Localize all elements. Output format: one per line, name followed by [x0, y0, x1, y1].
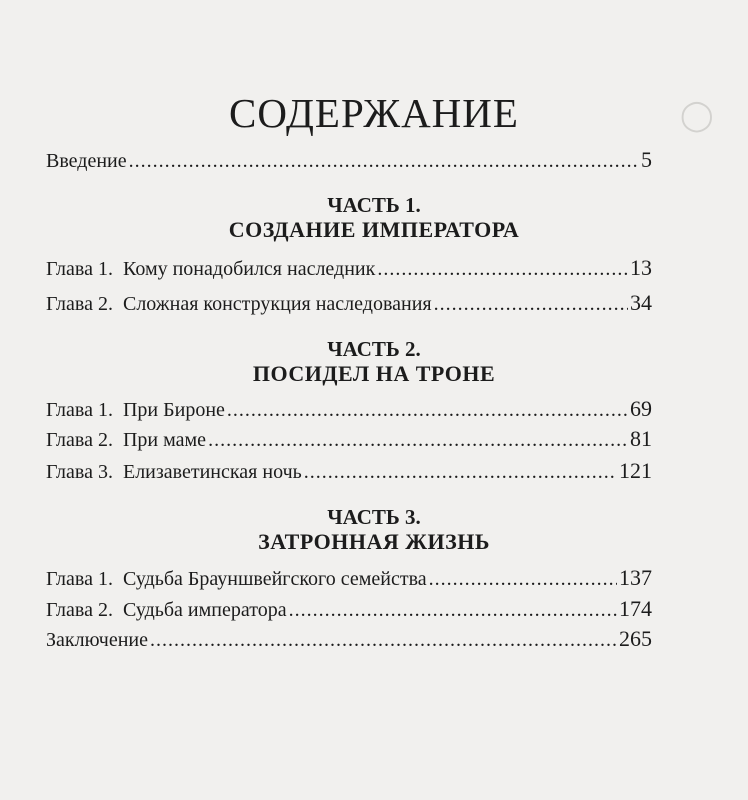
toc-entry-chapter	[46, 566, 652, 591]
toc-entry-intro	[46, 148, 652, 173]
part-number: ЧАСТЬ 2.	[327, 337, 421, 361]
dot-leader	[289, 598, 617, 622]
chapter-page: 34	[630, 290, 652, 315]
dot-leader	[129, 149, 639, 173]
toc-entry-chapter	[46, 291, 652, 316]
part-number: ЧАСТЬ 3.	[327, 505, 421, 529]
part-number: ЧАСТЬ 1.	[327, 193, 421, 217]
chapter-number: Глава 2.	[46, 429, 113, 451]
chapter-page: 174	[619, 596, 652, 621]
chapter-title: Кому понадобился наследник	[122, 258, 376, 280]
part-name: ЗАТРОННАЯ ЖИЗНЬ	[258, 529, 490, 554]
dot-leader	[227, 398, 628, 422]
chapter-number: Глава 1.	[46, 399, 113, 421]
toc-entry-label: Заключение	[46, 629, 148, 651]
dot-leader	[150, 628, 617, 652]
dot-leader	[434, 292, 628, 316]
toc-entry-page: 265	[619, 626, 652, 651]
toc-entry-label: Введение	[46, 150, 127, 172]
part-heading-3	[0, 505, 748, 555]
dot-leader	[208, 428, 628, 452]
bleed-through-decoration: ◯	[680, 99, 714, 132]
chapter-page: 137	[619, 565, 652, 590]
part-heading-2	[0, 337, 748, 387]
chapter-title: Судьба Брауншвейгского семейства	[122, 568, 427, 590]
chapter-number: Глава 2.	[46, 293, 113, 315]
chapter-title: Елизаветинская ночь	[122, 461, 302, 483]
chapter-title: При маме	[122, 429, 207, 451]
chapter-number: Глава 2.	[46, 599, 113, 621]
toc-entry-chapter	[46, 597, 652, 622]
chapter-number: Глава 1.	[46, 568, 113, 590]
dot-leader	[377, 257, 628, 281]
toc-entry-chapter	[46, 459, 652, 484]
chapter-page: 81	[630, 426, 652, 451]
part-name: ПОСИДЕЛ НА ТРОНЕ	[252, 361, 496, 386]
chapter-number: Глава 3.	[46, 461, 113, 483]
toc-entry-chapter	[46, 427, 652, 452]
part-heading-1	[0, 193, 748, 243]
chapter-page: 121	[619, 458, 652, 483]
chapter-page: 13	[630, 255, 652, 280]
chapter-title: При Бироне	[122, 399, 225, 421]
chapter-title: Сложная конструкция наследования	[122, 293, 432, 315]
chapter-title: Судьба императора	[122, 599, 287, 621]
chapter-number: Глава 1.	[46, 258, 113, 280]
toc-entry-conclusion	[46, 627, 652, 652]
toc-entry-chapter	[46, 256, 652, 281]
part-name: СОЗДАНИЕ ИМПЕРАТОРА	[228, 217, 520, 242]
toc-entry-chapter	[46, 397, 652, 422]
chapter-page: 69	[630, 396, 652, 421]
dot-leader	[429, 567, 617, 591]
dot-leader	[304, 460, 617, 484]
toc-entry-page: 5	[641, 147, 652, 172]
page-title: СОДЕРЖАНИЕ	[229, 90, 519, 137]
